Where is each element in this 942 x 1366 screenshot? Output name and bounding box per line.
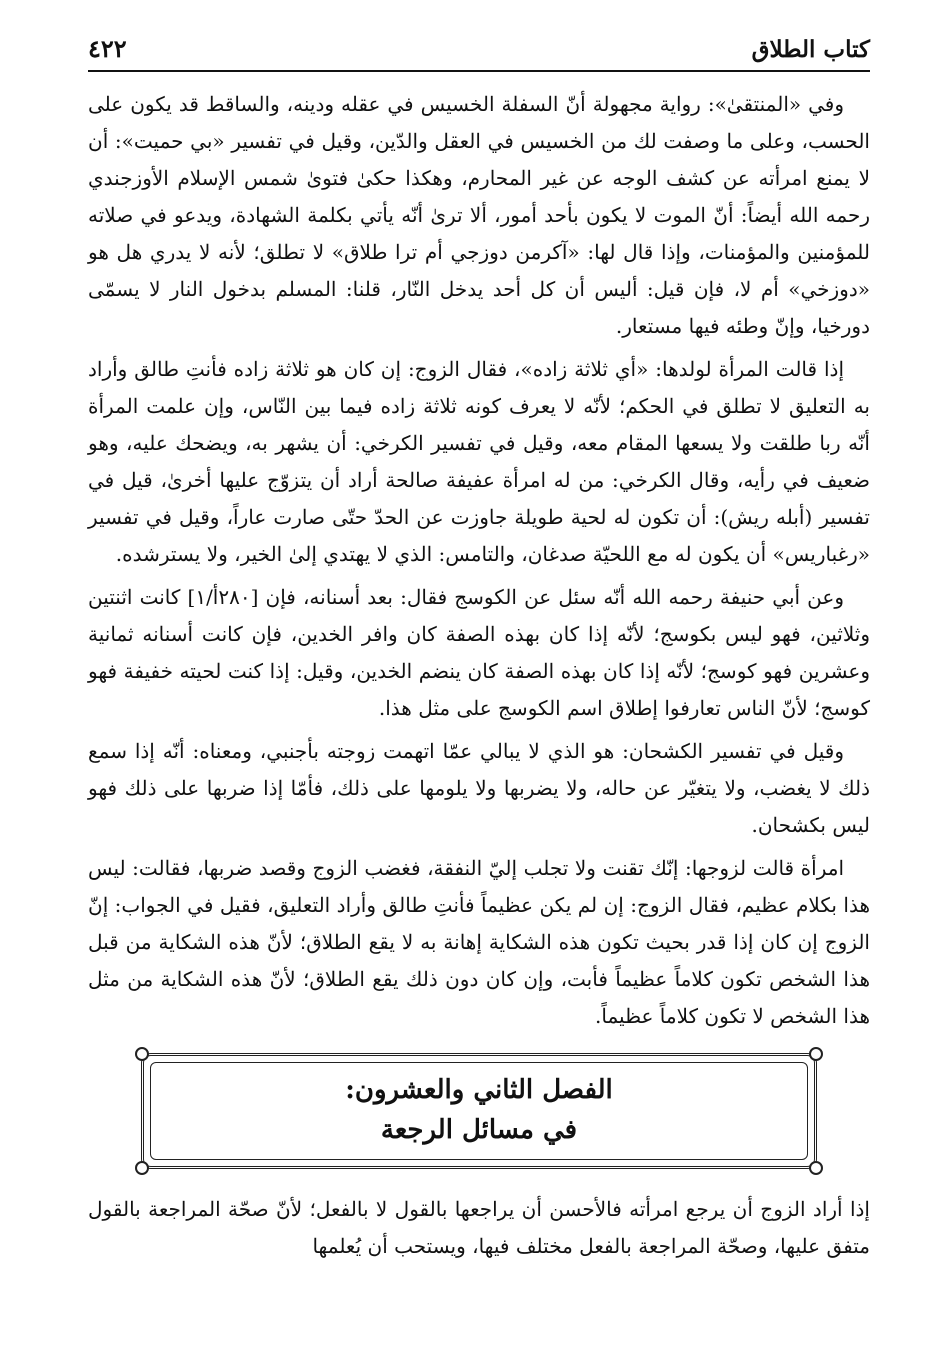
paragraph-2: إذا قالت المرأة لولدها: «أي ثلاثة زاده»، فقال الزوج: إن كان هو ثلاثة زاده فأنتِ طالق وأراد به التعليق لا تطلق في الحكم؛ لأنّه لا يعرف كونه ثلاثة زاده فيما بين النّاس، وإن علمت المرأة أنّه ربا طلقت ولا يسعها المقام معه، وقيل في تفسير الكرخي: أن يشهر به، ويضحك عليه، وهو ضعيف في رأيه، وقال الكرخي: من له امرأة عفيفة صالحة أراد أن يتزوّج عليها أخرىٰ، قيل في تفسير (أبله ريش): أن تكون له لحية طويلة جاوزت عن الحدّ حتّى صارت عاراً، وقيل في تفسير «رغباريس» أن يكون له مع اللحيّة صدغان، والتامس: الذي لا يهتدي إلىٰ الخير، ولا يسترشده. [88, 357, 870, 566]
book-title: كتاب الطلاق [751, 36, 870, 63]
chapter-number: الفصل الثاني والعشرون: [345, 1075, 613, 1105]
paragraph-4: وقيل في تفسير الكشحان: هو الذي لا يبالي عمّا اتهمت زوجته بأجنبي، ومعناه: أنّه إذا سمع ذلك لا يغضب، ولا يتغيّر عن حاله، ولا يضربها ولا يلومها على ذلك، فأمّا إذا ضربها على ذلك فهو ليس بكشحان. [88, 739, 870, 837]
chapter-title: في مسائل الرجعة [380, 1115, 578, 1145]
paragraph-3: وعن أبي حنيفة رحمه الله أنّه سئل عن الكوسج فقال: بعد أسنانه، فإن [٢٨٠أ/١] كانت اثنتين وثلاثين، فهو ليس بكوسج؛ لأنّه إذا كان بهذه الصفة كان وافر الخدين، فإن كانت أسنانه ثمانية وعشرين فهو كوسج؛ لأنّه إذا كان بهذه الصفة كان ينضم الخدين، وقيل: إذا كنت لحيته خفيفة فهو كوسج؛ لأنّ الناس تعارفوا إطلاق اسم الكوسج على مثل هذا. [88, 585, 870, 720]
page-number: ٤٢٢ [88, 34, 127, 63]
chapter-heading-frame [141, 1053, 817, 1169]
body-text [88, 86, 870, 1035]
paragraph-5: امرأة قالت لزوجها: إنّك تقنت ولا تجلب إليّ النفقة، فغضب الزوج وقصد ضربها، فقالت: ليس هذا بكلام عظيم، فقال الزوج: إن لم يكن عظيماً فأنتِ طالق وأراد التعليق، فقيل في الجواب: إنّ الزوج إن كان إذا قدر بحيث تكون هذه الشكاية إهانة به لا يقع الطلاق؛ لأنّ هذه الشكاية من قبل هذا الشخص تكون كلاماً عظيماً فأبت، وإن كان دون ذلك يقع الطلاق؛ لأنّ هذه الشكاية من مثل هذا الشخص لا تكون كلاماً عظيماً. [88, 856, 870, 1028]
frame-corner-ornament [135, 1047, 149, 1061]
frame-corner-ornament [809, 1047, 823, 1061]
paragraph-1: وفي «المنتقىٰ»: رواية مجهولة أنّ السفلة الخسيس في عقله ودينه، والساقط قد يكون على الحسب، وعلى ما وصفت لك من الخسيس في العقل والدّين، وقيل في تفسير «بي حميت»: أن لا يمنع امرأته عن كشف الوجه عن غير المحارم، وهكذا حكىٰ فتوىٰ شمس الإسلام الأوزجندي رحمه الله أيضاً: أنّ الموت لا يكون بأحد أمور، ألا ترىٰ أنّه يأتي بكلمة الشهادة، ويدعو في صلاته للمؤمنين والمؤمنات، وإذا قال لها: «آكرمن دوزجي أم ترا طلاق» لا تطلق؛ لأنه لا يدري هل هو «دوزخي» أم لا، فإن قيل: أليس أن كل أحد يدخل النّار، قلنا: المسلم بدخول النار لا يسمّى دورخيا، وإنّ وطئه فيها مستعار. [88, 92, 870, 338]
frame-corner-ornament [809, 1161, 823, 1175]
paragraph-final: إذا أراد الزوج أن يرجع امرأته فالأحسن أن يراجعها بالقول لا بالفعل؛ لأنّ صحّة المراجعة بالقول متفق عليها، وصحّة المراجعة بالفعل مختلف فيها، ويستحب أن يُعلمها [88, 1197, 870, 1258]
running-header [88, 30, 870, 72]
book-page [88, 30, 870, 1350]
frame-corner-ornament [135, 1161, 149, 1175]
